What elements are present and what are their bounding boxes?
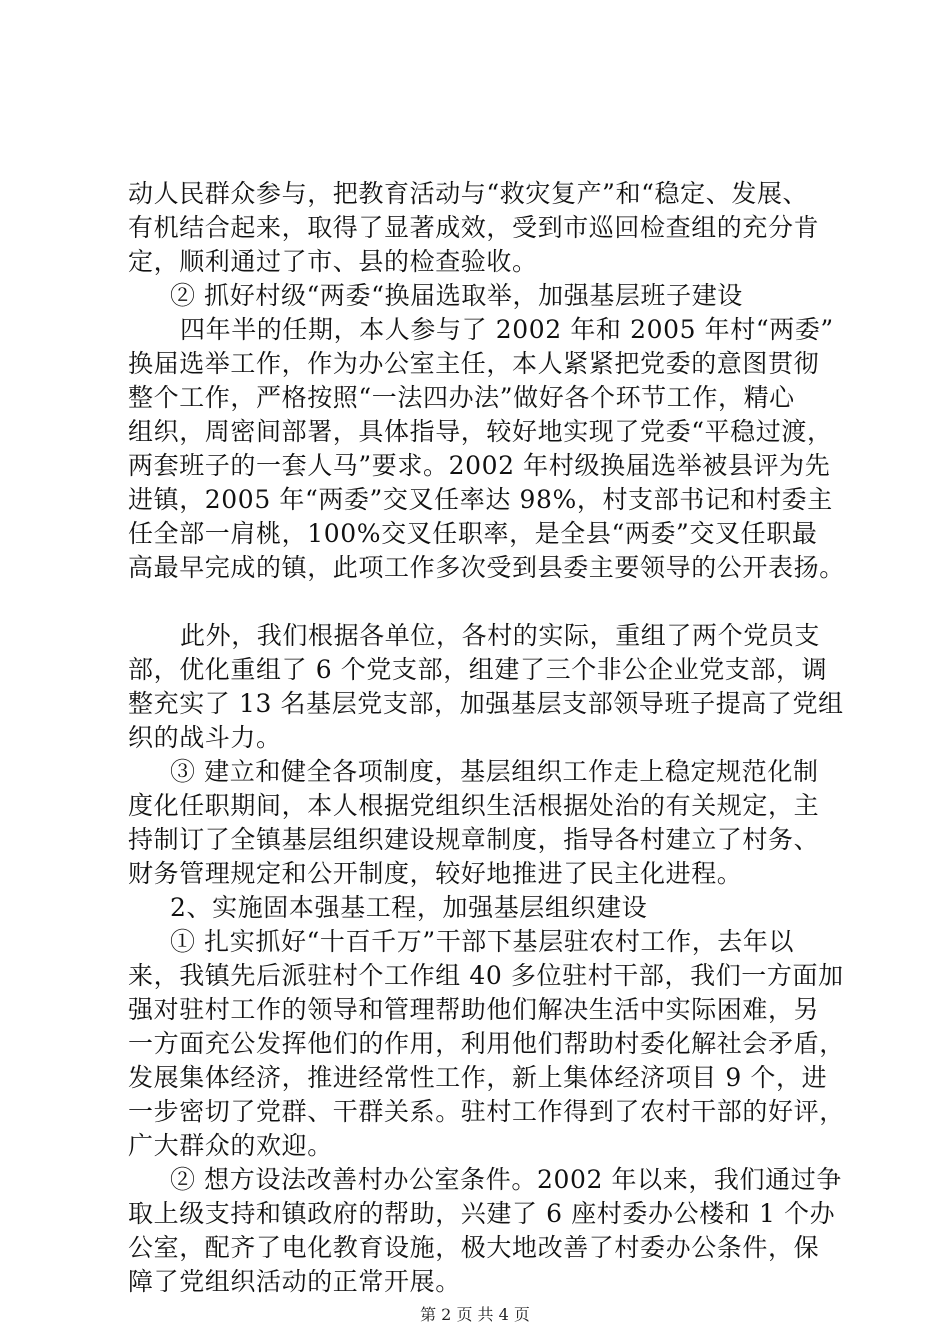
section-heading: ① 扎实抓好“十百千万”干部下基层驻农村工作，去年以 — [170, 927, 795, 956]
text-line: 定，顺利通过了市、县的检查验收。 — [128, 247, 538, 276]
text-line: 度化任职期间，本人根据党组织生活根据处治的有关规定，主 — [128, 791, 820, 820]
text-line: 持制订了全镇基层组织建设规章制度，指导各村建立了村务、 — [128, 825, 820, 854]
text-line: 动人民群众参与，把教育活动与“救灾复产”和“稳定、发展、 — [128, 179, 809, 208]
text-line: 任全部一肩桃，100%交叉任职率，是全县“两委”交叉任职最 — [128, 519, 818, 548]
text-line: 整个工作，严格按照“一法四办法”做好各个环节工作，精心 — [128, 383, 795, 412]
text-line: 广大群众的欢迎。 — [128, 1131, 333, 1160]
section-heading: ② 抓好村级“两委“换届选取举，加强基层班子建设 — [170, 281, 743, 310]
text-line: 进镇，2005 年“两委”交叉任率达 98%，村支部书记和村委主 — [128, 485, 833, 514]
text-line: 四年半的任期，本人参与了 2002 年和 2005 年村“两委” — [180, 315, 834, 344]
text-line: 财务管理规定和公开制度，较好地推进了民主化进程。 — [128, 859, 743, 888]
text-line: 一方面充公发挥他们的作用，利用他们帮助村委化解社会矛盾， — [128, 1029, 845, 1058]
text-line: 部，优化重组了 6 个党支部，组建了三个非公企业党支部，调 — [128, 655, 828, 684]
text-line: 发展集体经济，推进经常性工作，新上集体经济项目 9 个，进 — [128, 1063, 828, 1092]
text-line: 障了党组织活动的正常开展。 — [128, 1267, 461, 1296]
text-line: 整充实了 13 名基层党支部，加强基层支部领导班子提高了党组 — [128, 689, 844, 718]
text-line: 公室，配齐了电化教育设施，极大地改善了村委办公条件，保 — [128, 1233, 820, 1262]
text-line: 换届选举工作，作为办公室主任，本人紧紧把党委的意图贯彻 — [128, 349, 820, 378]
text-line: 一步密切了党群、干群关系。驻村工作得到了农村干部的好评， — [128, 1097, 845, 1126]
page-number-footer: 第 2 页 共 4 页 — [420, 1305, 530, 1324]
text-line: 取上级支持和镇政府的帮助，兴建了 6 座村委办公楼和 1 个办 — [128, 1199, 836, 1228]
text-line: 强对驻村工作的领导和管理帮助他们解决生活中实际困难，另 — [128, 995, 820, 1024]
text-line: 织的战斗力。 — [128, 723, 282, 752]
text-line: 有机结合起来，取得了显著成效，受到市巡回检查组的充分肯 — [128, 213, 820, 242]
text-line: 此外，我们根据各单位，各村的实际，重组了两个党员支 — [180, 621, 821, 650]
text-line: 高最早完成的镇，此项工作多次受到县委主要领导的公开表扬。 — [128, 553, 845, 582]
section-heading: 2、实施固本强基工程，加强基层组织建设 — [170, 893, 648, 922]
text-line: 两套班子的一套人马”要求。2002 年村级换届选举被县评为先 — [128, 451, 831, 480]
section-heading: ② 想方设法改善村办公室条件。2002 年以来，我们通过争 — [170, 1165, 842, 1194]
text-line: 来，我镇先后派驻村个工作组 40 多位驻村干部，我们一方面加 — [128, 961, 844, 990]
text-line: 组织，周密间部署，具体指导，较好地实现了党委“平稳过渡， — [128, 417, 833, 446]
section-heading: ③ 建立和健全各项制度，基层组织工作走上稳定规范化制 — [170, 757, 819, 786]
